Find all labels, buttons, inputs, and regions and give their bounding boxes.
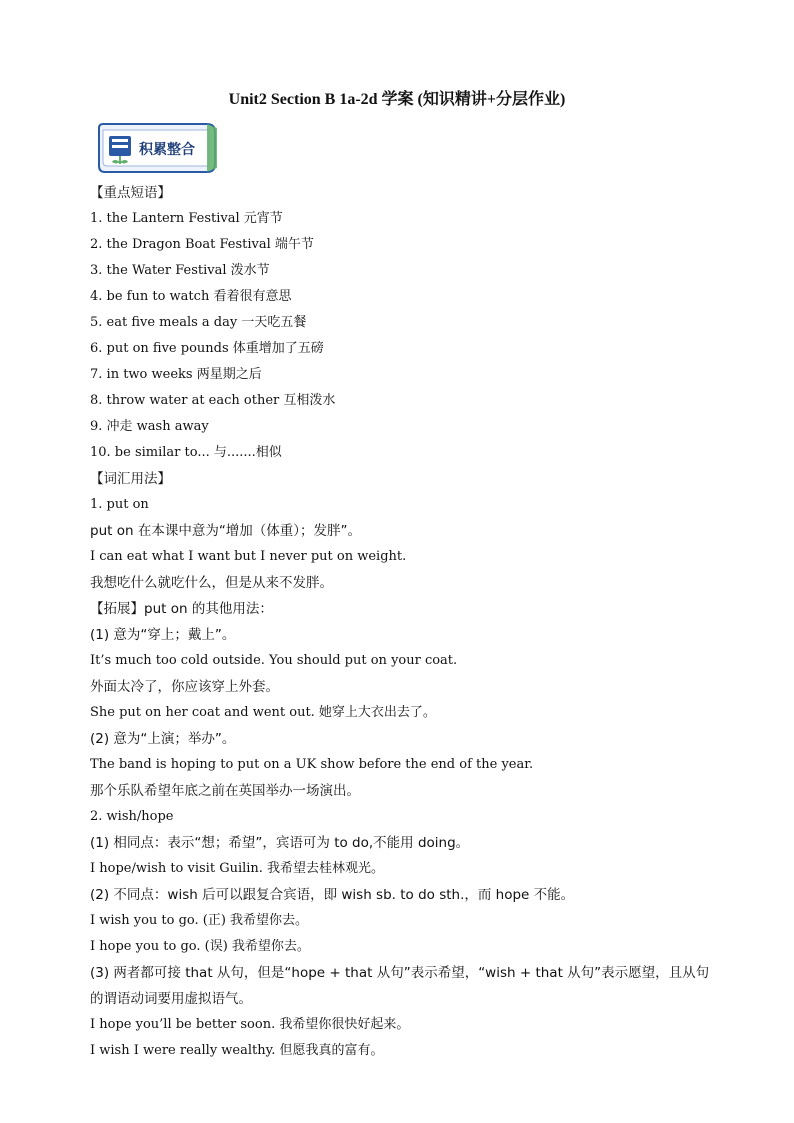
example-sentence: I hope/wish to visit Guilin. 我希望去桂林观光。: [90, 861, 385, 876]
example-translation: 外面太冷了，你应该穿上外套。: [90, 679, 279, 695]
example-sentence: The band is hoping to put on a UK show before the end of the year.: [90, 757, 534, 772]
phrase-item: 3. the Water Festival 泼水节: [90, 263, 270, 278]
usage-heading: 2. wish/hope: [90, 809, 174, 824]
phrase-item: 9. 冲走 wash away: [90, 419, 209, 434]
example-sentence: I wish you to go. (正) 我希望你去。: [90, 913, 309, 928]
section-heading-phrases: 【重点短语】: [90, 185, 171, 201]
phrase-item: 6. put on five pounds 体重增加了五磅: [90, 341, 324, 356]
phrase-item: 10. be similar to... 与.......相似: [90, 445, 282, 460]
example-sentence: She put on her coat and went out. 她穿上大衣出去了。: [90, 705, 436, 720]
example-sentence: I wish I were really wealthy. 但愿我真的富有。: [90, 1043, 384, 1058]
example-sentence: It’s much too cold outside. You should put on your coat.: [90, 653, 458, 668]
usage-heading: 1. put on: [90, 497, 149, 512]
usage-text: put on 在本课中意为“增加（体重）；发胖”。: [90, 523, 362, 539]
usage-text: (2) 不同点：wish 后可以跟复合宾语，即 wish sb. to do sth.，而 hope 不能。: [90, 887, 575, 903]
phrase-item: 2. the Dragon Boat Festival 端午节: [90, 237, 314, 252]
usage-text: (3) 两者都可接 that 从句，但是“hope + that 从句”表示希望，“wish + that 从句”表示愿望，且从句的谓语动词要用虚拟语气。: [90, 965, 710, 1007]
section-heading-usage: 【词汇用法】: [90, 471, 171, 487]
badge-label: 积累整合: [139, 142, 195, 158]
phrase-item: 8. throw water at each other 互相泼水: [90, 393, 336, 408]
page-title: Unit2 Section B 1a-2d 学案 (知识精讲+分层作业): [228, 91, 566, 108]
usage-text: (1) 意为“穿上；戴上”。: [90, 627, 236, 643]
phrase-item: 1. the Lantern Festival 元宵节: [90, 211, 283, 226]
document-body: [90, 180, 710, 1064]
phrase-item: 4. be fun to watch 看着很有意思: [90, 289, 292, 304]
phrase-item: 5. eat five meals a day 一天吃五餐: [90, 315, 307, 330]
badge-frame: [95, 122, 219, 174]
phrase-item: 7. in two weeks 两星期之后: [90, 367, 262, 382]
section-badge: [95, 122, 219, 174]
example-translation: 那个乐队希望年底之前在英国举办一场演出。: [90, 783, 360, 799]
example-sentence: I hope you’ll be better soon. 我希望你很快好起来。: [90, 1017, 410, 1032]
usage-text: (2) 意为“上演；举办”。: [90, 731, 236, 747]
extension-heading: 【拓展】put on 的其他用法：: [90, 601, 273, 617]
example-sentence: I can eat what I want but I never put on weight.: [90, 549, 407, 564]
example-sentence: I hope you to go. (误) 我希望你去。: [90, 939, 310, 954]
usage-text: (1) 相同点：表示“想；希望”，宾语可为 to do,不能用 doing。: [90, 835, 470, 851]
example-translation: 我想吃什么就吃什么，但是从来不发胖。: [90, 575, 333, 591]
